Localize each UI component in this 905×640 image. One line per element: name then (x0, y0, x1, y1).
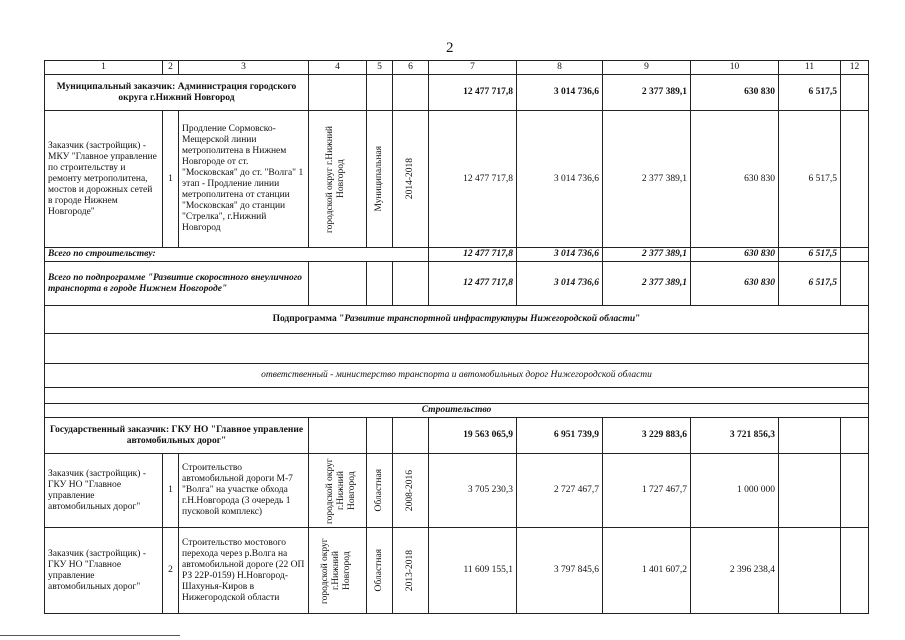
subprogram-title-italic: Развитие транспортной инфраструктуры Нижегородской области (344, 314, 636, 324)
value-total: 19 563 065,9 (429, 418, 517, 454)
bridge-project-row (45, 528, 869, 614)
col-header-1: 1 (45, 61, 163, 75)
value-total: 12 477 717,8 (429, 248, 517, 262)
blank-row (45, 388, 869, 404)
location-cell: городской округ г.Нижний Новгород (324, 125, 346, 233)
subprogram-title: Подпрограмма "Развитие транспортной инфраструктуры Нижегородской области" (45, 306, 869, 334)
location-cell: городской округ г.Нижний Новгород (324, 457, 357, 524)
customer-cell: Заказчик (застройщик) - ГКУ НО "Главное управление автомобильных дорог" (45, 528, 163, 614)
col-header-6: 6 (393, 61, 429, 75)
customer-cell: Заказчик (застройщик) - МКУ "Главное управление по строительству и ремонту метрополитена, мостов и дорожных сетей в городе Нижнем Новгороде" (45, 111, 163, 248)
municipal-customer-title: Муниципальный заказчик: Администрация городского округа г.Нижний Новгород (45, 75, 309, 111)
value-y3: 630 830 (691, 262, 779, 306)
ownership-cell: Муниципальная (374, 146, 384, 212)
metro-project-row (45, 111, 869, 248)
col-header-7: 7 (429, 61, 517, 75)
state-customer-title: Государственный заказчик: ГКУ НО "Главное управление автомобильных дорог" (45, 418, 309, 454)
value-total: 12 477 717,8 (429, 75, 517, 111)
value-y3: 2 396 238,4 (691, 528, 779, 614)
value-y2: 1 401 607,2 (603, 528, 691, 614)
value-total: 12 477 717,8 (429, 111, 517, 248)
value-y1: 6 951 739,9 (517, 418, 603, 454)
page-number: 2 (446, 40, 454, 56)
value-total: 11 609 155,1 (429, 528, 517, 614)
row-number: 1 (163, 454, 179, 528)
col-header-8: 8 (517, 61, 603, 75)
col-header-5: 5 (367, 61, 393, 75)
section-title: Строительство (45, 404, 869, 418)
construction-total-label: Всего по строительству: (45, 248, 429, 262)
value-y1: 3 014 736,6 (517, 262, 603, 306)
object-name: Строительство мостового перехода через р.Волга на автомобильной дороге (22 ОП РЗ 22Р-0159) Н.Новгород-Шахунья-Киров в Нижегородской области (179, 528, 309, 614)
subprogram-title-row (45, 306, 869, 334)
col-header-11: 11 (779, 61, 841, 75)
value-y4: 6 517,5 (779, 75, 841, 111)
col-header-2: 2 (163, 61, 179, 75)
investment-table (44, 60, 869, 614)
location-cell: городской округ г.Нижний Новгород (319, 537, 352, 604)
value-total: 3 705 230,3 (429, 454, 517, 528)
construction-total-row (45, 248, 869, 262)
ownership-cell: Областная (374, 549, 384, 592)
value-y2: 2 377 389,1 (603, 262, 691, 306)
state-customer-row (45, 418, 869, 454)
ownership-cell: Областная (374, 469, 384, 512)
value-y1: 2 727 467,7 (517, 454, 603, 528)
customer-cell: Заказчик (застройщик) - ГКУ НО "Главное управление автомобильных дорог" (45, 454, 163, 528)
col-header-9: 9 (603, 61, 691, 75)
subprogram-total-row (45, 262, 869, 306)
value-y2: 2 377 389,1 (603, 75, 691, 111)
col-header-3: 3 (179, 61, 309, 75)
value-y1: 3 014 736,6 (517, 248, 603, 262)
row-number: 1 (163, 111, 179, 248)
object-name: Продление Сормовско-Мещерской линии метрополитена в Нижнем Новгороде от ст. "Московская" до ст. "Волга" 1 этап - Продление линии метрополитена от станции "Московская" до станции "Стрелка", г.Нижний Новгород (179, 111, 309, 248)
value-y3: 630 830 (691, 111, 779, 248)
value-y3: 630 830 (691, 75, 779, 111)
value-y1: 3 014 736,6 (517, 75, 603, 111)
road-project-row (45, 454, 869, 528)
col-header-12: 12 (841, 61, 869, 75)
value-y1: 3 797 845,6 (517, 528, 603, 614)
responsible-text: ответственный - министерство транспорта и автомобильных дорог Нижегородской области (45, 364, 869, 388)
responsible-row (45, 364, 869, 388)
municipal-customer-row (45, 75, 869, 111)
object-name: Строительство автомобильной дороги М-7 "Волга" на участке обхода г.Н.Новгорода (3 очередь 1 пусковой комплекс) (179, 454, 309, 528)
period-cell: 2013-2018 (405, 549, 415, 592)
row-number: 2 (163, 528, 179, 614)
col-header-4: 4 (309, 61, 367, 75)
column-numbers-row (45, 61, 869, 75)
subprogram-total-label: Всего по подпрограмме "Развитие скоростного внеуличного транспорта в городе Нижнем Новгороде" (45, 262, 309, 306)
blank-row (45, 334, 869, 364)
col-header-10: 10 (691, 61, 779, 75)
value-y2: 2 377 389,1 (603, 248, 691, 262)
value-y1: 3 014 736,6 (517, 111, 603, 248)
value-y4: 6 517,5 (779, 262, 841, 306)
value-y3: 1 000 000 (691, 454, 779, 528)
value-y2: 1 727 467,7 (603, 454, 691, 528)
value-y3: 630 830 (691, 248, 779, 262)
value-total: 12 477 717,8 (429, 262, 517, 306)
period-cell: 2008-2016 (405, 469, 415, 512)
section-row (45, 404, 869, 418)
value-y4: 6 517,5 (779, 111, 841, 248)
value-y2: 3 229 883,6 (603, 418, 691, 454)
footnote-divider (0, 635, 180, 636)
value-y3: 3 721 856,3 (691, 418, 779, 454)
value-y2: 2 377 389,1 (603, 111, 691, 248)
value-y4: 6 517,5 (779, 248, 841, 262)
period-cell: 2014-2018 (405, 158, 415, 200)
